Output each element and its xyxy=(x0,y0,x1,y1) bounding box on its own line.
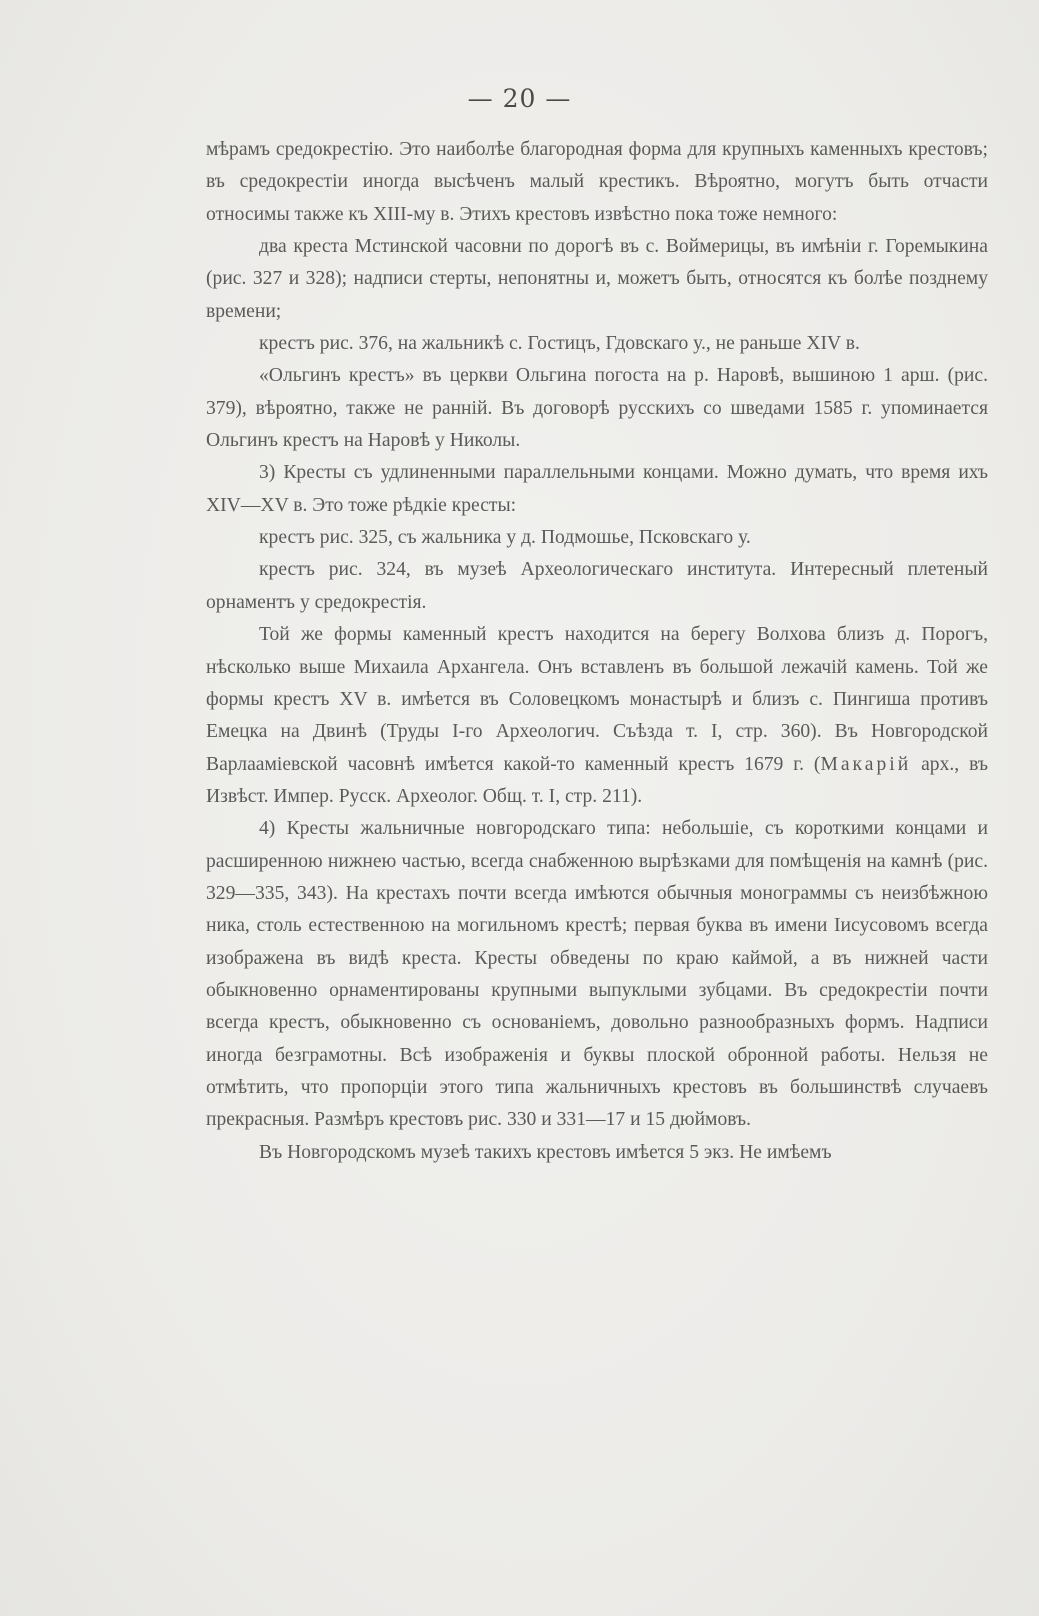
page-number: — 20 — xyxy=(467,84,572,113)
paragraph-10: Въ Новгородскомъ музеѣ такихъ крестовъ имѣется 5 экз. Не имѣемъ xyxy=(259,1141,832,1163)
paragraph-3: крестъ рис. 376, на жальникѣ с. Гостицъ, Гдовскаго у., не раньше XIV в. xyxy=(259,333,860,355)
paragraph-2: два креста Мстинской часовни по дорогѣ въ с. Воймерицы, въ имѣніи г. Горемыкина (рис. 327 и 328); надписи стерты, непонятны и, можетъ быть, относятся къ болѣе позднему времени; xyxy=(206,236,988,322)
paragraph-6: крестъ рис. 325, съ жальника у д. Подмошье, Псковскаго у. xyxy=(259,527,751,549)
body-text xyxy=(206,134,988,1169)
paragraph-8-citation: арх., въ Извѣст. Импер. Русск. Археолог. Общ. т. I, стр. 211). xyxy=(206,753,989,807)
paragraph-9: 4) Кресты жальничные новгородскаго типа: небольшіе, съ короткими концами и расширенною нижнею частью, всегда снабженною вырѣзками для помѣщенія на камнѣ (рис. 329—335, 343). На крестахъ почти всегда имѣются обычныя монограммы съ неизбѣжною ника, столь естественною на могильномъ крестѣ; первая буква въ имени Іисусовомъ всегда изображена въ видѣ креста. Кресты обведены по краю каймой, а въ нижней части обыкновенно орнаментированы крупными выпуклыми зубцами. Въ средокрестіи почти всегда крестъ, обыкновенно съ основаніемъ, довольно разнообразныхъ формъ. Надписи иногда безграмотны. Всѣ изображенія и буквы плоской обронной работы. Нельзя не отмѣтить, что пропорціи этого типа жальничныхъ крестовъ въ большинствѣ случаевъ прекрасныя. Размѣръ крестовъ рис. 330 и 331—17 и 15 дюймовъ. xyxy=(206,818,988,1131)
paragraph-5: 3) Кресты съ удлиненными параллельными концами. Можно думать, что время ихъ XIV—XV в. Это тоже рѣдкіе кресты: xyxy=(206,462,988,516)
paragraph-4: «Ольгинъ крестъ» въ церкви Ольгина погоста на р. Наровѣ, вышиною 1 арш. (рис. 379), вѣроятно, также не ранній. Въ договорѣ русскихъ со шведами 1585 г. упоминается Ольгинъ крестъ на Наровѣ у Николы. xyxy=(206,365,988,452)
paragraph-8-text: Той же формы каменный крестъ находится на берегу Волхова близъ д. Порогъ, нѣсколько выше Михаила Архангела. Онъ вставленъ въ большой лежачій камень. Той же формы крестъ XV в. имѣется въ Соловецкомъ монастырѣ и близъ с. Пингиша противъ Емецка на Двинѣ (Труды I-го Археологич. Съѣзда т. I, стр. 360). Въ Новгородской Варлааміевской часовнѣ имѣется какой-то каменный крестъ 1679 г. ( xyxy=(206,624,988,775)
paragraph-7: крестъ рис. 324, въ музеѣ Археологическаго института. Интересный плетеный орнаментъ у средокрестія. xyxy=(206,559,988,613)
paragraph-1: мѣрамъ средокрестію. Это наиболѣе благородная форма для крупныхъ каменныхъ крестовъ; въ средокрестіи иногда высѣченъ малый крестикъ. Вѣроятно, могутъ быть отчасти относимы также къ XIII-му в. Этихъ крестовъ извѣстно пока тоже немного: xyxy=(206,139,988,225)
paragraph-8 xyxy=(206,619,988,813)
author-name-spaced: Макарій xyxy=(820,753,912,775)
